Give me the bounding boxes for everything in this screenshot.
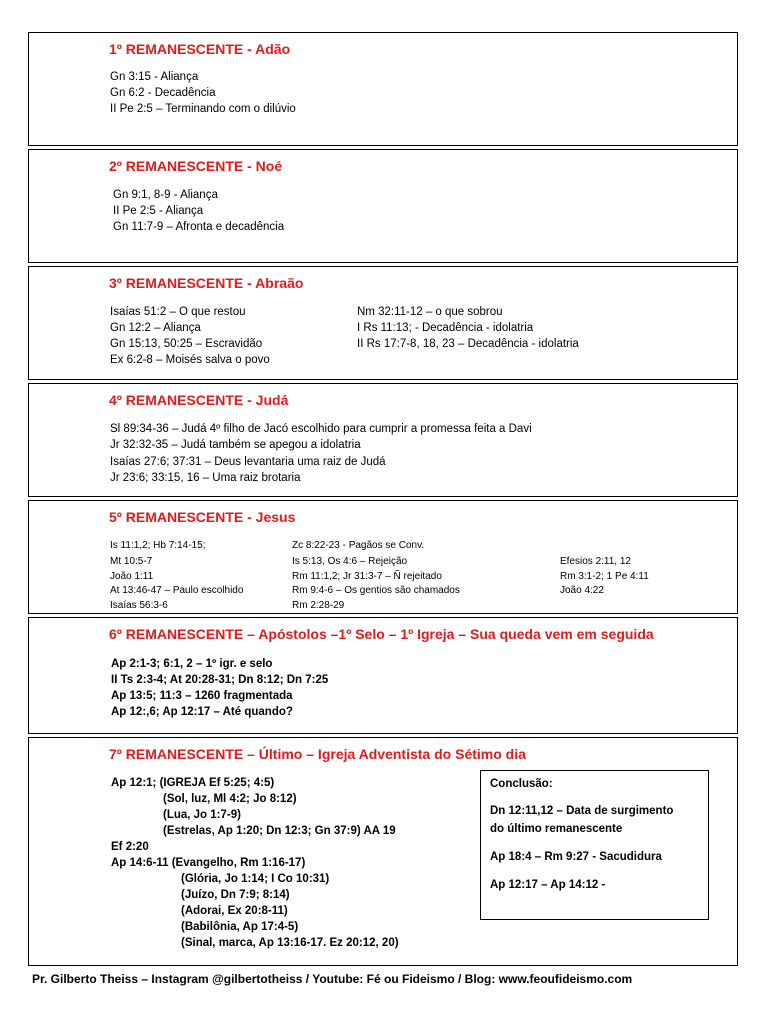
section-3-left-line: Gn 12:2 – Aliança — [110, 322, 201, 334]
section-4 — [28, 383, 738, 497]
section-1 — [28, 32, 738, 146]
section-2-line: Gn 11:7-9 – Afronta e decadência — [113, 221, 285, 233]
section-7-line: (Glória, Jo 1:14; I Co 10:31) — [181, 873, 330, 885]
section-1-line: Gn 3:15 - Aliança — [110, 71, 199, 83]
section-3-right-line: II Rs 17:7-8, 18, 23 – Decadência - idolatria — [357, 338, 579, 350]
section-6-line: Ap 12:,6; Ap 12:17 – Até quando? — [111, 706, 293, 718]
section-5-col2-line: Rm 2:28-29 — [292, 600, 345, 611]
section-6-line: Ap 2:1-3; 6:1, 2 – 1º igr. e selo — [111, 658, 273, 670]
section-7-line: Ap 12:1; (IGREJA Ef 5:25; 4:5) — [111, 777, 275, 789]
section-1-line: II Pe 2:5 – Terminando com o dilúvio — [110, 103, 296, 115]
conclusion-box — [480, 770, 709, 920]
section-3-right-line: I Rs 11:13; - Decadência - idolatria — [357, 322, 534, 334]
section-7-line: Ef 2:20 — [111, 841, 149, 853]
section-3-left-line: Ex 6:2-8 – Moisés salva o povo — [110, 354, 270, 366]
section-5-col2-line: Rm 9:4-6 – Os gentios são chamados — [292, 585, 460, 596]
section-3 — [28, 266, 738, 380]
section-5-col2-line: Zc 8:22-23 - Pagãos se Conv. — [292, 540, 425, 551]
section-4-line: Isaías 27:6; 37:31 – Deus levantaria uma raiz de Judá — [110, 456, 386, 468]
conclusion-line: Dn 12:11,12 – Data de surgimento — [490, 805, 674, 817]
section-5-col1-line: Is 11:1,2; Hb 7:14-15; — [110, 540, 206, 551]
section-3-left-line: Gn 15:13, 50:25 – Escravidão — [110, 338, 263, 350]
section-6-title: 6º REMANESCENTE – Apóstolos –1º Selo – 1º Igreja – Sua queda vem em seguida — [109, 626, 654, 642]
section-7 — [28, 737, 738, 966]
section-7-line: Ap 14:6-11 (Evangelho, Rm 1:16-17) — [111, 857, 306, 869]
section-4-title: 4º REMANESCENTE - Judá — [109, 392, 289, 408]
section-7-line: (Estrelas, Ap 1:20; Dn 12:3; Gn 37:9) AA 19 — [163, 825, 396, 837]
section-4-line: Sl 89:34-36 – Judá 4º filho de Jacó escolhido para cumprir a promessa feita a Davi — [110, 423, 532, 435]
section-5 — [28, 500, 738, 614]
section-7-title: 7º REMANESCENTE – Último – Igreja Adventista do Sétimo dia — [109, 746, 526, 762]
section-5-col1-line: Isaías 56:3-6 — [110, 600, 168, 611]
section-5-title: 5º REMANESCENTE - Jesus — [109, 509, 296, 525]
section-3-right-line: Nm 32:11-12 – o que sobrou — [357, 306, 503, 318]
section-5-col3-line: Efesios 2:11, 12 — [560, 556, 631, 567]
section-7-line: (Lua, Jo 1:7-9) — [163, 809, 241, 821]
section-5-col2-line: Rm 11:1,2; Jr 31:3-7 – Ñ rejeitado — [292, 571, 442, 582]
section-7-line: (Sinal, marca, Ap 13:16-17. Ez 20:12, 20) — [181, 937, 399, 949]
conclusion-line: Ap 12:17 – Ap 14:12 - — [490, 879, 606, 891]
section-7-line: (Babilônia, Ap 17:4-5) — [181, 921, 299, 933]
section-2-line: II Pe 2:5 - Aliança — [113, 205, 204, 217]
section-5-col1-line: João 1:11 — [110, 571, 154, 582]
section-5-col3-line: Rm 3:1-2; 1 Pe 4:11 — [560, 571, 649, 582]
section-7-line: (Adorai, Ex 20:8-11) — [181, 905, 288, 917]
section-5-col2-line: Is 5:13, Os 4:6 – Rejeição — [292, 556, 408, 567]
footer-credits: Pr. Gilberto Theiss – Instagram @gilbertotheiss / Youtube: Fé ou Fideismo / Blog: www.feoufideismo.com — [32, 972, 633, 986]
section-3-left-line: Isaías 51:2 – O que restou — [110, 306, 246, 318]
section-4-line: Jr 23:6; 33:15, 16 – Uma raiz brotaria — [110, 472, 301, 484]
section-3-title: 3º REMANESCENTE - Abraão — [109, 275, 304, 291]
section-2-title: 2º REMANESCENTE - Noé — [109, 158, 283, 174]
section-4-line: Jr 32:32-35 – Judá também se apegou a idolatria — [110, 439, 361, 451]
section-5-col3-line: João 4:22 — [560, 585, 604, 596]
section-6-line: II Ts 2:3-4; At 20:28-31; Dn 8:12; Dn 7:25 — [111, 674, 329, 686]
conclusion-title: Conclusão: — [490, 778, 553, 790]
section-6 — [28, 617, 738, 734]
section-5-col1-line: At 13:46-47 – Paulo escolhido — [110, 585, 244, 596]
conclusion-line: Ap 18:4 – Rm 9:27 - Sacudidura — [490, 851, 662, 863]
section-7-line: (Sol, luz, Ml 4:2; Jo 8:12) — [163, 793, 297, 805]
conclusion-line: do último remanescente — [490, 823, 623, 835]
section-6-line: Ap 13:5; 11:3 – 1260 fragmentada — [111, 690, 293, 702]
section-1-title: 1º REMANESCENTE - Adão — [109, 41, 291, 57]
section-2-line: Gn 9:1, 8-9 - Aliança — [113, 189, 218, 201]
section-7-line: (Juízo, Dn 7:9; 8:14) — [181, 889, 290, 901]
section-5-col1-line: Mt 10:5-7 — [110, 556, 153, 567]
section-1-line: Gn 6:2 - Decadência — [110, 87, 216, 99]
section-2 — [28, 149, 738, 263]
